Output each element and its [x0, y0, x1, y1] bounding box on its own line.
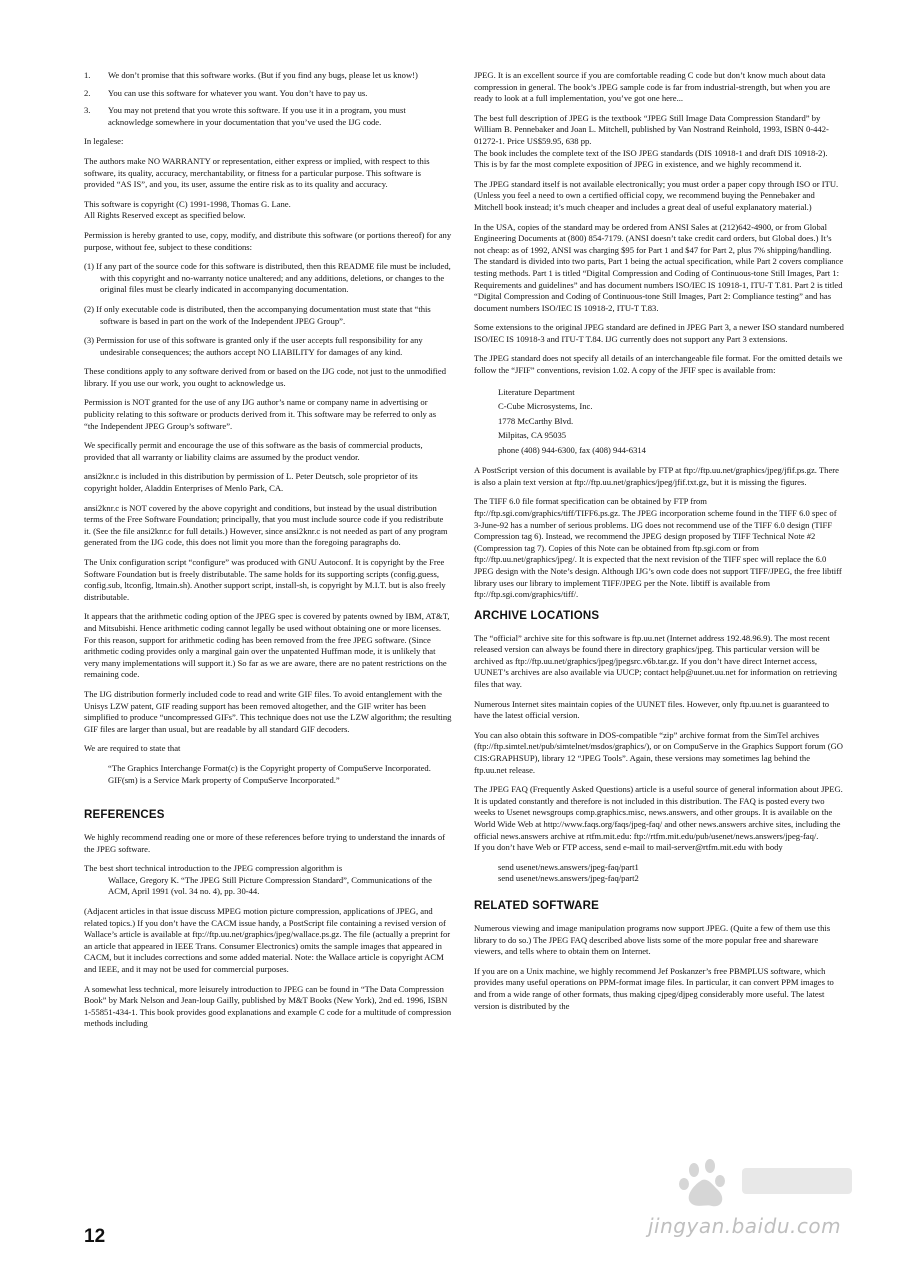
condition-item: (3) Permission for use of this software is granted only if the user accepts full responsibility for any undesirable consequences; the authors accept NO LIABILITY for damages of any kind. [84, 335, 423, 357]
permission-paragraph: Permission is hereby granted to use, copy, modify, and distribute this software (or portions thereof) for any purpose, without fee, subject to these conditions: [84, 229, 452, 252]
paragraph: If you don’t have Web or FTP access, send e-mail to mail-server@rtfm.mit.edu with body [474, 842, 783, 853]
paragraph: It appears that the arithmetic coding option of the JPEG spec is covered by patents owned by IBM, AT&T, and Mitsubishi. Hence arithmetic coding cannot legally be used without obtaining one or more licenses. For this reason, support for arithmetic coding has been removed from the free JPEG software. (Since arithmetic coding provides only a marginal gain over the unpatented Huffman mode, it is unlikely that very many implementations will support it.) So far as we are aware, there are no patent restrictions on the remaining code. [84, 611, 450, 680]
paragraph: The best short technical introduction to the JPEG compression algorithm is Wallace, Gregory K. “The JPEG Still Picture Compression Standard”, Communications of the ACM, April 1991 (vol. 34 no. 4), pp. 30-44. [84, 863, 432, 897]
paragraph: In the USA, copies of the standard may be ordered from ANSI Sales at (212)642-4900, or from Global Engineering Documents at (800) 854-7179. (ANSI doesn’t take credit card orders, but Global does.) It’s not cheap: as of 1992, ANSI was charging $95 for Part 1 and $47 for Part 2, plus 7% shipping/handling. The standard is divided into two parts, Part 1 being the actual specification, while Part 2 covers compliance testing methods. Part 1 is titled “Digital Compression and Coding of Continuous-tone Still Images, Part 1: Requirements and guidelines” and has document numbers ISO/IEC IS 10918-1, ITU-T T.81. Part 2 is titled “Digital Compression and Coding of Continuous-tone Still Images, Part 2: Compliance testing” and has document numbers ISO/IEC IS 10918-2, ITU-T T.83. [474, 221, 844, 313]
baidu-logo-icon [672, 1154, 862, 1210]
paragraph: The TIFF 6.0 file format specification can be obtained by FTP from ftp://ftp.sgi.com/graphics/tiff/TIFF6.ps.gz. The JPEG incorporation scheme found in the TIFF 6.0 spec of 3-June-92 has a number of serious problems. IJG does not recommend use of the TIFF 6.0 design (TIFF Compression tag 6). Instead, we recommend the JPEG design proposed by TIFF Technical Note #2 (Compression tag 7). Copies of this Note can be obtained from ftp.sgi.com or from ftp://ftp.uu.net/graphics/jpeg/. It is expected that the next revision of the TIFF spec will replace the 6.0 JPEG design with the Note’s design. Although IJG’s own code does not support TIFF/JPEG, the free libtiff library uses our library to implement TIFF/JPEG per the Note. libtiff is available from ftp://ftp.sgi.com/graphics/tiff/. [474, 496, 842, 600]
gif-quote: “The Graphics Interchange Format(c) is the Copyright property of CompuServe Incorporated. GIF(sm) is a Service Mark property of CompuServe Incorporated.” [108, 762, 431, 785]
paragraph: We specifically permit and encourage the use of this software as the basis of commercial products, provided that all warranty or liability claims are assumed by the product vendor. [84, 440, 423, 462]
paragraph: These conditions apply to any software derived from or based on the IJG code, not just to the unmodified library. If you use our work, you ought to acknowledge us. [84, 366, 447, 388]
copyright-paragraph: This software is copyright (C) 1991-1998, Thomas G. Lane. All Rights Reserved except as specified below. [84, 198, 291, 221]
address-block: Literature Department C-Cube Microsystems, Inc. 1778 McCarthy Blvd. Milpitas, CA 95035 phone (408) 944-6300, fax (408) 944-6314 [498, 386, 646, 455]
paragraph: Some extensions to the original JPEG standard are defined in JPEG Part 3, a newer ISO standard numbered ISO/IEC IS 10918-3 and ITU-T T.84. IJG currently does not support any Part 3 extensions. [474, 322, 844, 344]
paragraph: We highly recommend reading one or more of these references before trying to understand the innards of the JPEG software. [84, 832, 446, 854]
paragraph: A somewhat less technical, more leisurely introduction to JPEG can be found in “The Data Compression Book” by Mark Nelson and Jean-loup Gailly, published by M&T Books (New York), 2nd ed. 1996, ISBN 1-55851-434-1. This book provides good explanations and example C code for a multitude of compression methods including [84, 983, 452, 1029]
warranty-paragraph: The authors make NO WARRANTY or representation, either express or implied, with respect to this software, its quality, accuracy, merchantability, or fitness for a particular purpose. This software is provided “AS IS”, and you, its user, assume the entire risk as to its quality and accuracy. [84, 155, 430, 190]
paragraph: The JPEG standard does not specify all details of an interchangeable file format. For the omitted details we follow the “JFIF” conventions, revision 1.02. A copy of the JFIF spec is available from: [474, 353, 843, 376]
list-item: 1. We don’t promise that this software works. (But if you find any bugs, please let us know!) [84, 70, 418, 80]
send-commands: send usenet/news.answers/jpeg-faq/part1 send usenet/news.answers/jpeg-faq/part2 [498, 861, 639, 884]
paragraph: Permission is NOT granted for the use of any IJG author’s name or company name in advertising or publicity relating to this software or products derived from it. This software may be referred to only as “the Independent JPEG Group’s software”. [84, 397, 437, 431]
paragraph: ansi2knr.c is included in this distribution by permission of L. Peter Deutsch, sole proprietor of its copyright holder, Aladdin Enterprises of Menlo Park, CA. [84, 471, 418, 494]
condition-item: (2) If only executable code is distributed, then the accompanying documentation must state that “this software is based in part on the work of the Independent JPEG Group”. [84, 303, 431, 326]
paragraph: The JPEG standard itself is not available electronically; you must order a paper copy through ISO or ITU. (Unless you feel a need to own a certified official copy, we recommend buying the Pennebaker and Mitchell book instead; it’s much cheaper and includes a great deal of useful explanatory material.) [474, 178, 839, 212]
paragraph: Numerous Internet sites maintain copies of the UUNET files. However, only ftp.uu.net is guaranteed to have the latest official version. [474, 698, 830, 721]
paragraph: If you are on a Unix machine, we highly recommend Jef Poskanzer’s free PBMPLUS software, which provides many useful operations on PPM-format image files. In particular, it can convert PPM images to and from a wide range of other formats, thus making cjpeg/djpeg considerably more useful. The latest version is distributed by the [474, 965, 834, 1011]
terms-list [84, 70, 452, 128]
paragraph: Numerous viewing and image manipulation programs now support JPEG. (Quite a few of them use this library to do so.) The JPEG FAQ described above lists some of the more popular free and shareware viewers, and tells where to obtain them on Internet. [474, 922, 831, 957]
paragraph: JPEG. It is an excellent source if you are comfortable reading C code but don’t know much about data compression in general. The book’s JPEG sample code is far from industrial-strength, but when you are ready to look at a full implementation, you’ve got one here... [474, 70, 831, 104]
legalese-label: In legalese: [84, 136, 124, 147]
paragraph: ansi2knr.c is NOT covered by the above copyright and conditions, but instead by the usual distribution terms of the Free Software Foundation; principally, that you must include source code if you redistribute it. (See the file ansi2knr.c for full details.) However, since ansi2knr.c is not needed as part of any program generated from the IJG code, this does not limit you more than the foregoing paragraphs do. [84, 502, 448, 548]
left-column [84, 70, 452, 1038]
paragraph: (Adjacent articles in that issue discuss MPEG motion picture compression, applications of JPEG, and related topics.) If you don’t have the CACM issue handy, a PostScript file containing a revised version of Wallace’s article is available at ftp://ftp.uu.net/graphics/jpeg/wallace.ps.gz. The file (actually a preprint for an article that appeared in IEEE Trans. Consumer Electronics) omits the sample images that appeared in CACM, but it includes corrections and some added material. Note: the Wallace article is copyright ACM and IEEE, and it may not be used for commercial purposes. [84, 906, 451, 975]
watermark-text: jingyan.baidu.com [648, 1214, 842, 1238]
paragraph: The best full description of JPEG is the textbook “JPEG Still Image Data Compression Standard” by William B. Pennebaker and Joan L. Mitchell, published by Van Nostrand Reinhold, 1993, ISBN 0-442-01272-1. Price US$59.95, 638 pp. [474, 112, 829, 146]
archive-heading: ARCHIVE LOCATIONS [474, 609, 600, 622]
paragraph: We are required to state that [84, 743, 181, 754]
watermark [612, 1150, 867, 1260]
condition-item: (1) If any part of the source code for this software is distributed, then this README file must be included, with this copyright and no-warranty notice unaltered; and any additions, deletions, or changes to the original files must be clearly indicated in accompanying documentation. [84, 261, 451, 295]
paragraph: The book includes the complete text of the ISO JPEG standards (DIS 10918-1 and draft DIS 10918-2). This is by far the most complete exposition of JPEG in existence, and we highly recommend it. [474, 147, 828, 170]
paragraph: You can also obtain this software in DOS-compatible “zip” archive format from the SimTel archives (ftp://ftp.simtel.net/pub/simtelnet/msdos/graphics/), or on CompuServe in the Graphics Support forum (GO CIS:GRAPHSUP), library 12 “JPEG Tools”. Again, these versions may sometimes lag behind the ftp.uu.net release. [474, 729, 844, 775]
list-item: 3. You may not pretend that you wrote this software. If you use it in a program, you must acknowledge somewhere in your documentation that you’ve used the IJG code. [84, 105, 406, 127]
paragraph: The JPEG FAQ (Frequently Asked Questions) article is a useful source of general information about JPEG. It is updated constantly and therefore is not included in this distribution. The FAQ is posted every two weeks to Usenet newsgroups comp.graphics.misc, news.answers, and other groups. It is available on the World Wide Web at http://www.faqs.org/faqs/jpeg-faq/ and other news.answers archive sites, including the official news.answers archive at rtfm.mit.edu: ftp://rtfm.mit.edu/pub/usenet/news.answers/jpeg-faq/. [474, 784, 843, 841]
paragraph: The Unix configuration script “configure” was produced with GNU Autoconf. It is copyright by the Free Software Foundation but is freely distributable. The same holds for its supporting scripts (config.guess, config.sub, ltconfig, ltmain.sh). Another support script, install-sh, is copyright by M.I.T. but is also freely distributable. [84, 557, 446, 602]
paragraph: The IJG distribution formerly included code to read and write GIF files. To avoid entanglement with the Unisys LZW patent, GIF reading support has been removed altogether, and the GIF writer has been simplified to produce “uncompressed GIFs”. This technique does not use the LZW algorithm; the resulting GIF files are larger than usual, but are readable by all standard GIF decoders. [84, 688, 452, 734]
list-item: 2. You can use this software for whatever you want. You don’t have to pay us. [84, 87, 368, 98]
paragraph: The “official” archive site for this software is ftp.uu.net (Internet address 192.48.96.9). The most recent released version can always be found there in directory graphics/jpeg. This particular version will be archived as ftp://ftp.uu.net/graphics/jpeg/jpegsrc.v6b.tar.gz. If you don’t have direct Internet access, UUNET’s archives are also available via UUCP; contact help@uunet.uu.net for information on retrieving files that way. [474, 632, 838, 690]
paragraph: A PostScript version of this document is available by FTP at ftp://ftp.uu.net/graphics/jpeg/jfif.ps.gz. There is also a plain text version at ftp://ftp.uu.net/graphics/jpeg/jfif.txt.gz, but it is missing the figures. [474, 465, 839, 487]
related-software-heading: RELATED SOFTWARE [474, 899, 600, 912]
page-number: 12 [84, 1226, 106, 1247]
right-column [474, 70, 844, 1020]
references-heading: REFERENCES [84, 809, 165, 822]
